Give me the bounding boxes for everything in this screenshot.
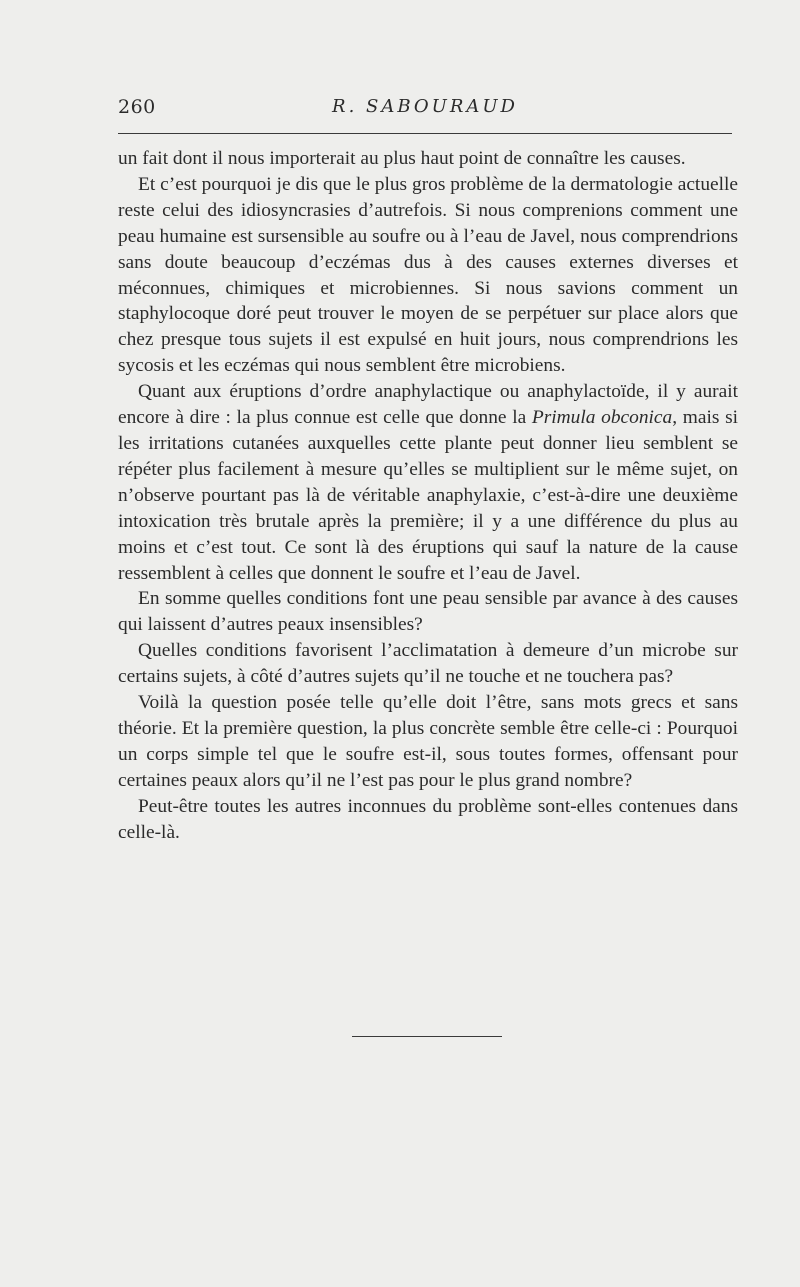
page-header <box>118 96 732 120</box>
header-rule <box>118 133 732 134</box>
paragraph: Voilà la question posée telle qu’elle doit l’être, sans mots grecs et sans théorie. Et la première question, la plus concrète semble être celle-ci : Pourquoi un corps simple tel que le soufre est-il, sous toutes formes, offensant pour certaines peaux alors qu’il ne l’est pas pour le plus grand nombre? <box>118 692 738 791</box>
body-text <box>118 146 738 845</box>
paragraph: En somme quelles conditions font une peau sensible par avance à des causes qui laissent d’autres peaux insensibles? <box>118 588 738 636</box>
page-number: 260 <box>118 96 156 118</box>
paragraph-text: Quant aux éruptions d’ordre anaphylactique ou anaphylactoïde, il y aurait encore à dire : la plus connue est celle que donne la <box>118 381 738 429</box>
paragraph: Et c’est pourquoi je dis que le plus gros problème de la dermatologie actuelle reste celui des idiosyncrasies d’autrefois. Si nous comprenions comment une peau humaine est sursensible au soufre ou à l’eau de Javel, nous comprendrions sans doute beaucoup d’eczémas dus à des causes externes diverses et méconnues, chimiques et microbiennes. Si nous savions comment un staphylocoque doré peut trouver le moyen de se perpétuer sur place alors que chez presque tous sujets il est expulsé en huit jours, nous comprendrions les sycosis et les eczémas qui nous semblent être microbiens. <box>118 173 738 377</box>
running-head-author: R. SABOURAUD <box>332 96 518 117</box>
paragraph-text: , mais si les irritations cutanées auxquelles cette plante peut donner lieu semblent se répéter plus facilement à mesure qu’elles se multiplient sur le même sujet, on n’observe pourtant pas là de véritable anaphylaxie, c’est-à-dire une deuxième intoxication très brutale après la première; il y a une différence du plus au moins et c’est tout. Ce sont là des éruptions qui sauf la nature de la cause ressemblent à celles que donnent le soufre et l’eau de Javel. <box>118 407 738 584</box>
paragraph: Peut-être toutes les autres inconnues du problème sont-elles contenues dans celle-là. <box>118 795 738 843</box>
paragraph: Quelles conditions favorisent l’acclimatation à demeure d’un microbe sur certains sujets, à côté d’autres sujets qu’il ne touche et ne touchera pas? <box>118 640 738 688</box>
species-name: Primula obconica <box>531 407 673 429</box>
paragraph: un fait dont il nous importerait au plus haut point de connaître les causes. <box>118 148 686 169</box>
paragraph <box>118 379 738 586</box>
end-rule <box>352 1036 502 1037</box>
